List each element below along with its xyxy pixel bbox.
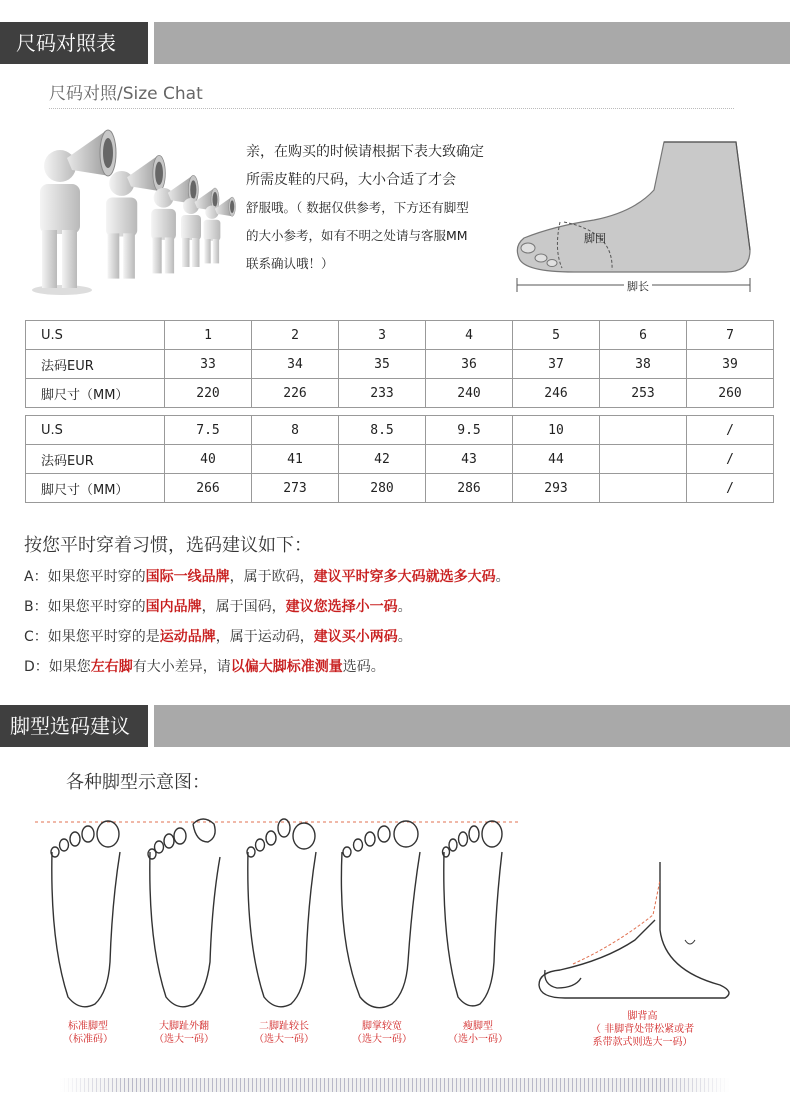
- table-cell: 38: [600, 350, 687, 379]
- table-cell: 36: [426, 350, 513, 379]
- foot-outline-wide: [341, 821, 420, 1008]
- advice-item-d: [24, 656, 385, 676]
- foot-type-name: 脚掌较宽: [362, 1021, 402, 1032]
- section-header-foot-type: [0, 705, 790, 747]
- row-header: 法码EUR: [26, 445, 165, 474]
- table-cell: 33: [165, 350, 252, 379]
- table-row: [26, 379, 774, 408]
- table-cell: [600, 416, 687, 445]
- table-cell: 9.5: [426, 416, 513, 445]
- table-cell: 42: [339, 445, 426, 474]
- advice-highlight: 国内品牌: [145, 599, 202, 615]
- foot-type-name: 大脚趾外翻: [159, 1021, 209, 1032]
- table-cell: 220: [165, 379, 252, 408]
- foot-type-note: （选小一码）: [448, 1034, 508, 1045]
- table-cell: 39: [687, 350, 774, 379]
- foot-types-title: 各种脚型示意图：: [66, 772, 210, 793]
- advice-highlight: 以偏大脚标准测量: [230, 659, 343, 675]
- table-cell: /: [687, 445, 774, 474]
- table-cell: 7: [687, 321, 774, 350]
- megaphone-people-illustration: [22, 118, 237, 298]
- table-cell: 6: [600, 321, 687, 350]
- advice-item-c: [24, 626, 412, 646]
- table-cell: 240: [426, 379, 513, 408]
- foot-type-caption: [144, 1020, 224, 1046]
- foot-type-name: 标准脚型: [68, 1021, 108, 1032]
- intro-line: 所需皮鞋的尺码，大小合适了才会: [246, 172, 456, 188]
- bottom-decoration: [60, 1078, 730, 1092]
- table-cell: 233: [339, 379, 426, 408]
- foot-type-caption: [342, 1020, 422, 1046]
- intro-line: 亲，在购买的时候请根据下表大致确定: [246, 144, 484, 160]
- foot-girth-label: 脚围: [584, 232, 606, 245]
- table-cell: 7.5: [165, 416, 252, 445]
- table-row: [26, 474, 774, 503]
- table-cell: 35: [339, 350, 426, 379]
- table-cell: [600, 474, 687, 503]
- foot-length-label: 脚长: [624, 278, 652, 294]
- section-title: 尺码对照表: [0, 22, 148, 64]
- table-cell: 1: [165, 321, 252, 350]
- foot-type-note: （标准码）: [63, 1034, 113, 1045]
- foot-type-note: （选大一码）: [254, 1034, 314, 1045]
- advice-text: 。: [397, 629, 412, 645]
- foot-type-name: 二脚趾较长: [259, 1021, 309, 1032]
- table-cell: 293: [513, 474, 600, 503]
- table-cell: 34: [252, 350, 339, 379]
- advice-text: 。: [495, 569, 510, 585]
- row-header: U.S: [26, 416, 165, 445]
- table-cell: 4: [426, 321, 513, 350]
- row-header: U.S: [26, 321, 165, 350]
- intro-line: 联系确认哦！）: [246, 256, 334, 271]
- advice-text: 有大小差异，请: [132, 659, 231, 675]
- size-table-1: [25, 320, 774, 408]
- table-cell: 273: [252, 474, 339, 503]
- table-cell: 8: [252, 416, 339, 445]
- advice-text: ，属于欧码，: [229, 569, 314, 585]
- table-cell: 246: [513, 379, 600, 408]
- foot-outline-slim: [443, 821, 503, 1006]
- row-header: 脚尺寸（MM）: [26, 474, 165, 503]
- advice-text: 选码。: [342, 659, 385, 675]
- foot-outline-long-second-toe: [247, 819, 316, 1007]
- table-cell: 41: [252, 445, 339, 474]
- foot-instep-icon: [535, 860, 740, 1005]
- foot-type-note: （选大一码）: [154, 1034, 214, 1045]
- foot-type-caption: [244, 1020, 324, 1046]
- table-cell: 266: [165, 474, 252, 503]
- advice-text: A：如果您平时穿的: [24, 569, 146, 585]
- advice-highlight: 左右脚: [90, 659, 133, 675]
- intro-line: 的大小参考，如有不明之处请与客服MM: [246, 228, 468, 243]
- table-cell: 3: [339, 321, 426, 350]
- table-cell: 10: [513, 416, 600, 445]
- table-cell: 44: [513, 445, 600, 474]
- table-cell: 5: [513, 321, 600, 350]
- table-cell: 37: [513, 350, 600, 379]
- table-cell: /: [687, 474, 774, 503]
- table-cell: 2: [252, 321, 339, 350]
- foot-type-caption: [438, 1020, 518, 1046]
- table-cell: 260: [687, 379, 774, 408]
- row-header: 法码EUR: [26, 350, 165, 379]
- advice-item-a: [24, 566, 510, 586]
- table-cell: 286: [426, 474, 513, 503]
- section-title: 脚型选码建议: [0, 705, 148, 747]
- table-row: [26, 416, 774, 445]
- foot-type-caption: [50, 1020, 126, 1046]
- foot-type-name: 瘦脚型: [463, 1021, 493, 1032]
- advice-item-b: [24, 596, 412, 616]
- row-header: 脚尺寸（MM）: [26, 379, 165, 408]
- advice-highlight: 国际一线品牌: [145, 569, 230, 585]
- instep-note: （ 非脚背处带松紧或者: [590, 1024, 695, 1035]
- table-cell: 40: [165, 445, 252, 474]
- advice-text: C：如果您平时穿的是: [24, 629, 160, 645]
- advice-highlight: 建议平时穿多大码就选多大码: [313, 569, 496, 585]
- intro-text: [246, 138, 516, 278]
- advice-highlight: 建议买小两码: [313, 629, 398, 645]
- advice-text: 。: [397, 599, 412, 615]
- table-cell: 226: [252, 379, 339, 408]
- intro-line: 舒服哦。（ 数据仅供参考，下方还有脚型: [246, 200, 469, 215]
- foot-outline-bunion: [148, 819, 220, 1007]
- instep-caption: [580, 1010, 705, 1049]
- advice-highlight: 运动品牌: [159, 629, 216, 645]
- table-cell: 8.5: [339, 416, 426, 445]
- foot-side-icon: [514, 140, 754, 295]
- advice-text: D：如果您: [24, 659, 91, 675]
- table-cell: /: [687, 416, 774, 445]
- foot-measure-diagram: [514, 140, 754, 295]
- advice-text: ，属于国码，: [201, 599, 286, 615]
- advice-text: B：如果您平时穿的: [24, 599, 146, 615]
- size-table-2: [25, 415, 774, 503]
- table-row: [26, 350, 774, 379]
- table-cell: 253: [600, 379, 687, 408]
- section-header-size-chart: [0, 22, 790, 64]
- table-cell: 280: [339, 474, 426, 503]
- instep-note: 系带款式则选大一码）: [592, 1037, 693, 1048]
- advice-highlight: 建议您选择小一码: [285, 599, 398, 615]
- table-row: [26, 321, 774, 350]
- foot-types-illustration: [30, 812, 530, 1017]
- instep-name: 脚背高: [627, 1011, 658, 1022]
- foot-outline-standard: [51, 821, 120, 1007]
- divider: [49, 108, 734, 109]
- table-cell: 43: [426, 445, 513, 474]
- table-cell: [600, 445, 687, 474]
- advice-text: ，属于运动码，: [215, 629, 314, 645]
- table-row: [26, 445, 774, 474]
- foot-type-note: （选大一码）: [352, 1034, 412, 1045]
- subtitle: 尺码对照/Size Chat: [49, 84, 203, 104]
- advice-title: 按您平时穿着习惯，选码建议如下：: [24, 535, 312, 556]
